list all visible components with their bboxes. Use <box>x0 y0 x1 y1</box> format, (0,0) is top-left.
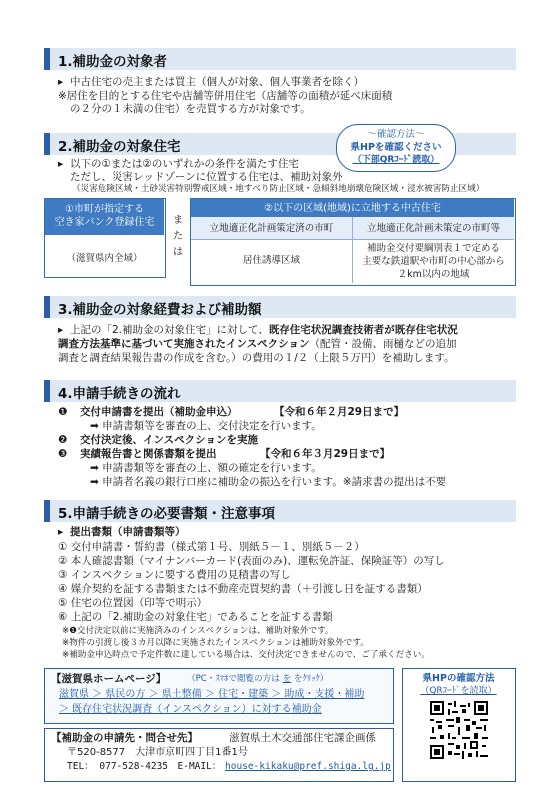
condition-1-box <box>44 198 166 278</box>
contact-email[interactable]: house-kikaku@pref.shiga.lg.jp <box>225 761 391 772</box>
col-b-head: 立地適正化計画未策定の市町等 <box>366 223 500 234</box>
doc-item: ⑤ 住宅の位置図（印等で明示） <box>58 597 208 609</box>
s1-note-2: の２分の１未満の住宅）を売買する方が対象です。 <box>70 103 311 115</box>
contact-tel: TEL： 077-528-4235 E-MAIL： <box>67 761 222 772</box>
note-item: ※補助金申込時点で予定件数に達している場合は、交付決定できませんので、ご了承ください。 <box>62 650 430 660</box>
s1-note-1: ※居住を目的とする住宅や店舗等併用住宅（店舗等の面積が延べ床面積 <box>58 90 393 102</box>
or-label-2: た <box>173 231 183 242</box>
condition-2-head: ②以下の区域(地域)に立地する中古住宅 <box>191 199 514 217</box>
s2-line-3: （災害危険区域・土砂災害特別警戒区域・地すべり防止区域・急傾斜地崩壊危険区域・浸水被害防止区域） <box>72 184 485 194</box>
bullet-marker: ▸ <box>58 324 64 336</box>
step-3-number: ❸ <box>58 448 68 460</box>
section-2-title: 2.補助金の対象住宅 <box>44 133 516 155</box>
col-a-head: 立地適正化計画策定済の市町 <box>209 223 334 234</box>
section-3-title: 3.補助金の対象経費および補助額 <box>44 296 516 318</box>
s1-bullet: 中古住宅の売主または買主（個人が対象、個人事業者を除く） <box>70 76 364 88</box>
hp-hint: （PC・ｽﾏﾎで閲覧の方は を をｸﾘｯｸ） <box>187 674 329 684</box>
s3-line-2: 調査方法基準に基づいて実施されたインスペクション（配管・設備、雨樋などの追加 <box>58 338 457 350</box>
note-item: ※❶交付決定以前に実施済みのインスペクションは、補助対象外です。 <box>62 626 334 636</box>
step-3: 実績報告書と関係書類を提出 <box>80 448 217 460</box>
qr-code-icon[interactable] <box>430 701 488 759</box>
hp-box <box>44 668 394 724</box>
doc-item: ② 本人確認書類（マイナンバーカード(表面のみ)、運転免許証、保険証等）の写し <box>58 555 445 567</box>
contact-org: 滋賀県土木交通部住宅課企画係 <box>229 732 376 744</box>
condition-1-head: ①市町が指定する 空き家バンク登録住宅 <box>45 199 164 235</box>
section-5-title: 5.申請手続きの必要書類・注意事項 <box>44 500 516 522</box>
s3-line-1: 上記の「2.補助金の対象住宅」に対して、既存住宅状況調査技術者が既存住宅状況 <box>70 324 458 336</box>
s2-line-1: 以下の①または②のいずれかの条件を満たす住宅 <box>70 158 299 170</box>
s2-line-2: ただし、災害レッドゾーンに位置する住宅は、補助対象外 <box>70 171 343 183</box>
note-item: ※物件の引渡し後３カ月以降に実施されたインスペクションは補助対象外です。 <box>62 638 369 648</box>
or-label-3: は <box>173 247 183 258</box>
doc-item: ⑥ 上記の「2.補助金の対象住宅」であることを証する書類 <box>58 611 333 623</box>
contact-box <box>44 728 394 782</box>
step-3-deadline: 【令和６年３月29日まで】 <box>260 448 391 460</box>
step-1-sub: ➡ 申請書類等を審査の上、交付決定を行います。 <box>90 420 322 432</box>
step-2-number: ❷ <box>58 434 68 446</box>
contact-address: 〒520-8577 大津市京町四丁目1番1号 <box>67 747 248 758</box>
step-3-sub-1: ➡ 申請書類等を審査の上、額の確定を行います。 <box>90 462 322 474</box>
step-1: 交付申請書を提出（補助金申込） <box>80 406 238 418</box>
bullet-marker: ▸ <box>58 76 64 88</box>
section-1-title: 1.補助金の対象者 <box>44 48 516 70</box>
col-b-body-3: ２km以内の地域 <box>397 269 470 280</box>
step-3-sub-2: ➡ 申請者名義の銀行口座に補助金の振込を行います。※請求書の提出は不要 <box>90 476 447 488</box>
contact-head: 【補助金の申請先・問合せ先】 <box>51 732 198 744</box>
qr-box <box>402 668 516 782</box>
check-method-bubble: ～確認方法～ 県HPを確認ください （下部QRｺｰﾄﾞ読取） <box>336 124 456 172</box>
step-2: 交付決定後、インスペクションを実施 <box>80 434 258 446</box>
col-a-body: 居住誘導区域 <box>242 255 300 266</box>
section-4-title: 4.申請手続きの流れ <box>44 380 516 402</box>
doc-item: ① 交付申請書・誓約書（様式第１号、別紙５－１、別紙５－２） <box>58 541 365 553</box>
hp-link-page[interactable]: ＞ 既存住宅状況調査（インスペクション）に対する補助金 <box>59 704 322 715</box>
hp-link-path[interactable]: 滋賀県 ＞ 県民の方 ＞ 県土整備 ＞ 住宅・建築 ＞ 助成・支援・補助 <box>59 689 365 700</box>
condition-1-body: （滋賀県内全域） <box>66 253 143 264</box>
qr-label-2: （QRｺｰﾄﾞを読取） <box>420 686 497 696</box>
hp-head: 【滋賀県ホームページ】 <box>51 673 167 685</box>
docs-head: 提出書類（申請書類等） <box>70 526 186 538</box>
s3-line-3: 調査と調査結果報告書の作成を含む。）の費用の１/２（上限５万円）を補助します。 <box>58 352 455 364</box>
col-b-body-2: 主要な鉄道駅や市町の中心部から <box>362 256 505 267</box>
condition-2-table <box>190 198 516 286</box>
bullet-marker: ▸ <box>58 526 64 538</box>
qr-label-1: 県HPの確認方法 <box>422 673 495 684</box>
or-label-1: ま <box>173 215 183 226</box>
bullet-marker: ▸ <box>58 158 64 170</box>
step-1-number: ❶ <box>58 406 68 418</box>
step-1-deadline: 【令和６年２月29日まで】 <box>274 406 405 418</box>
col-b-body-1: 補助金交付要綱別表１で定める <box>366 243 500 254</box>
doc-item: ③ インスペクションに要する費用の見積書の写し <box>58 569 291 581</box>
doc-item: ④ 媒介契約を証する書類または不動産売買契約書（＋引渡し日を証する書類） <box>58 583 428 595</box>
